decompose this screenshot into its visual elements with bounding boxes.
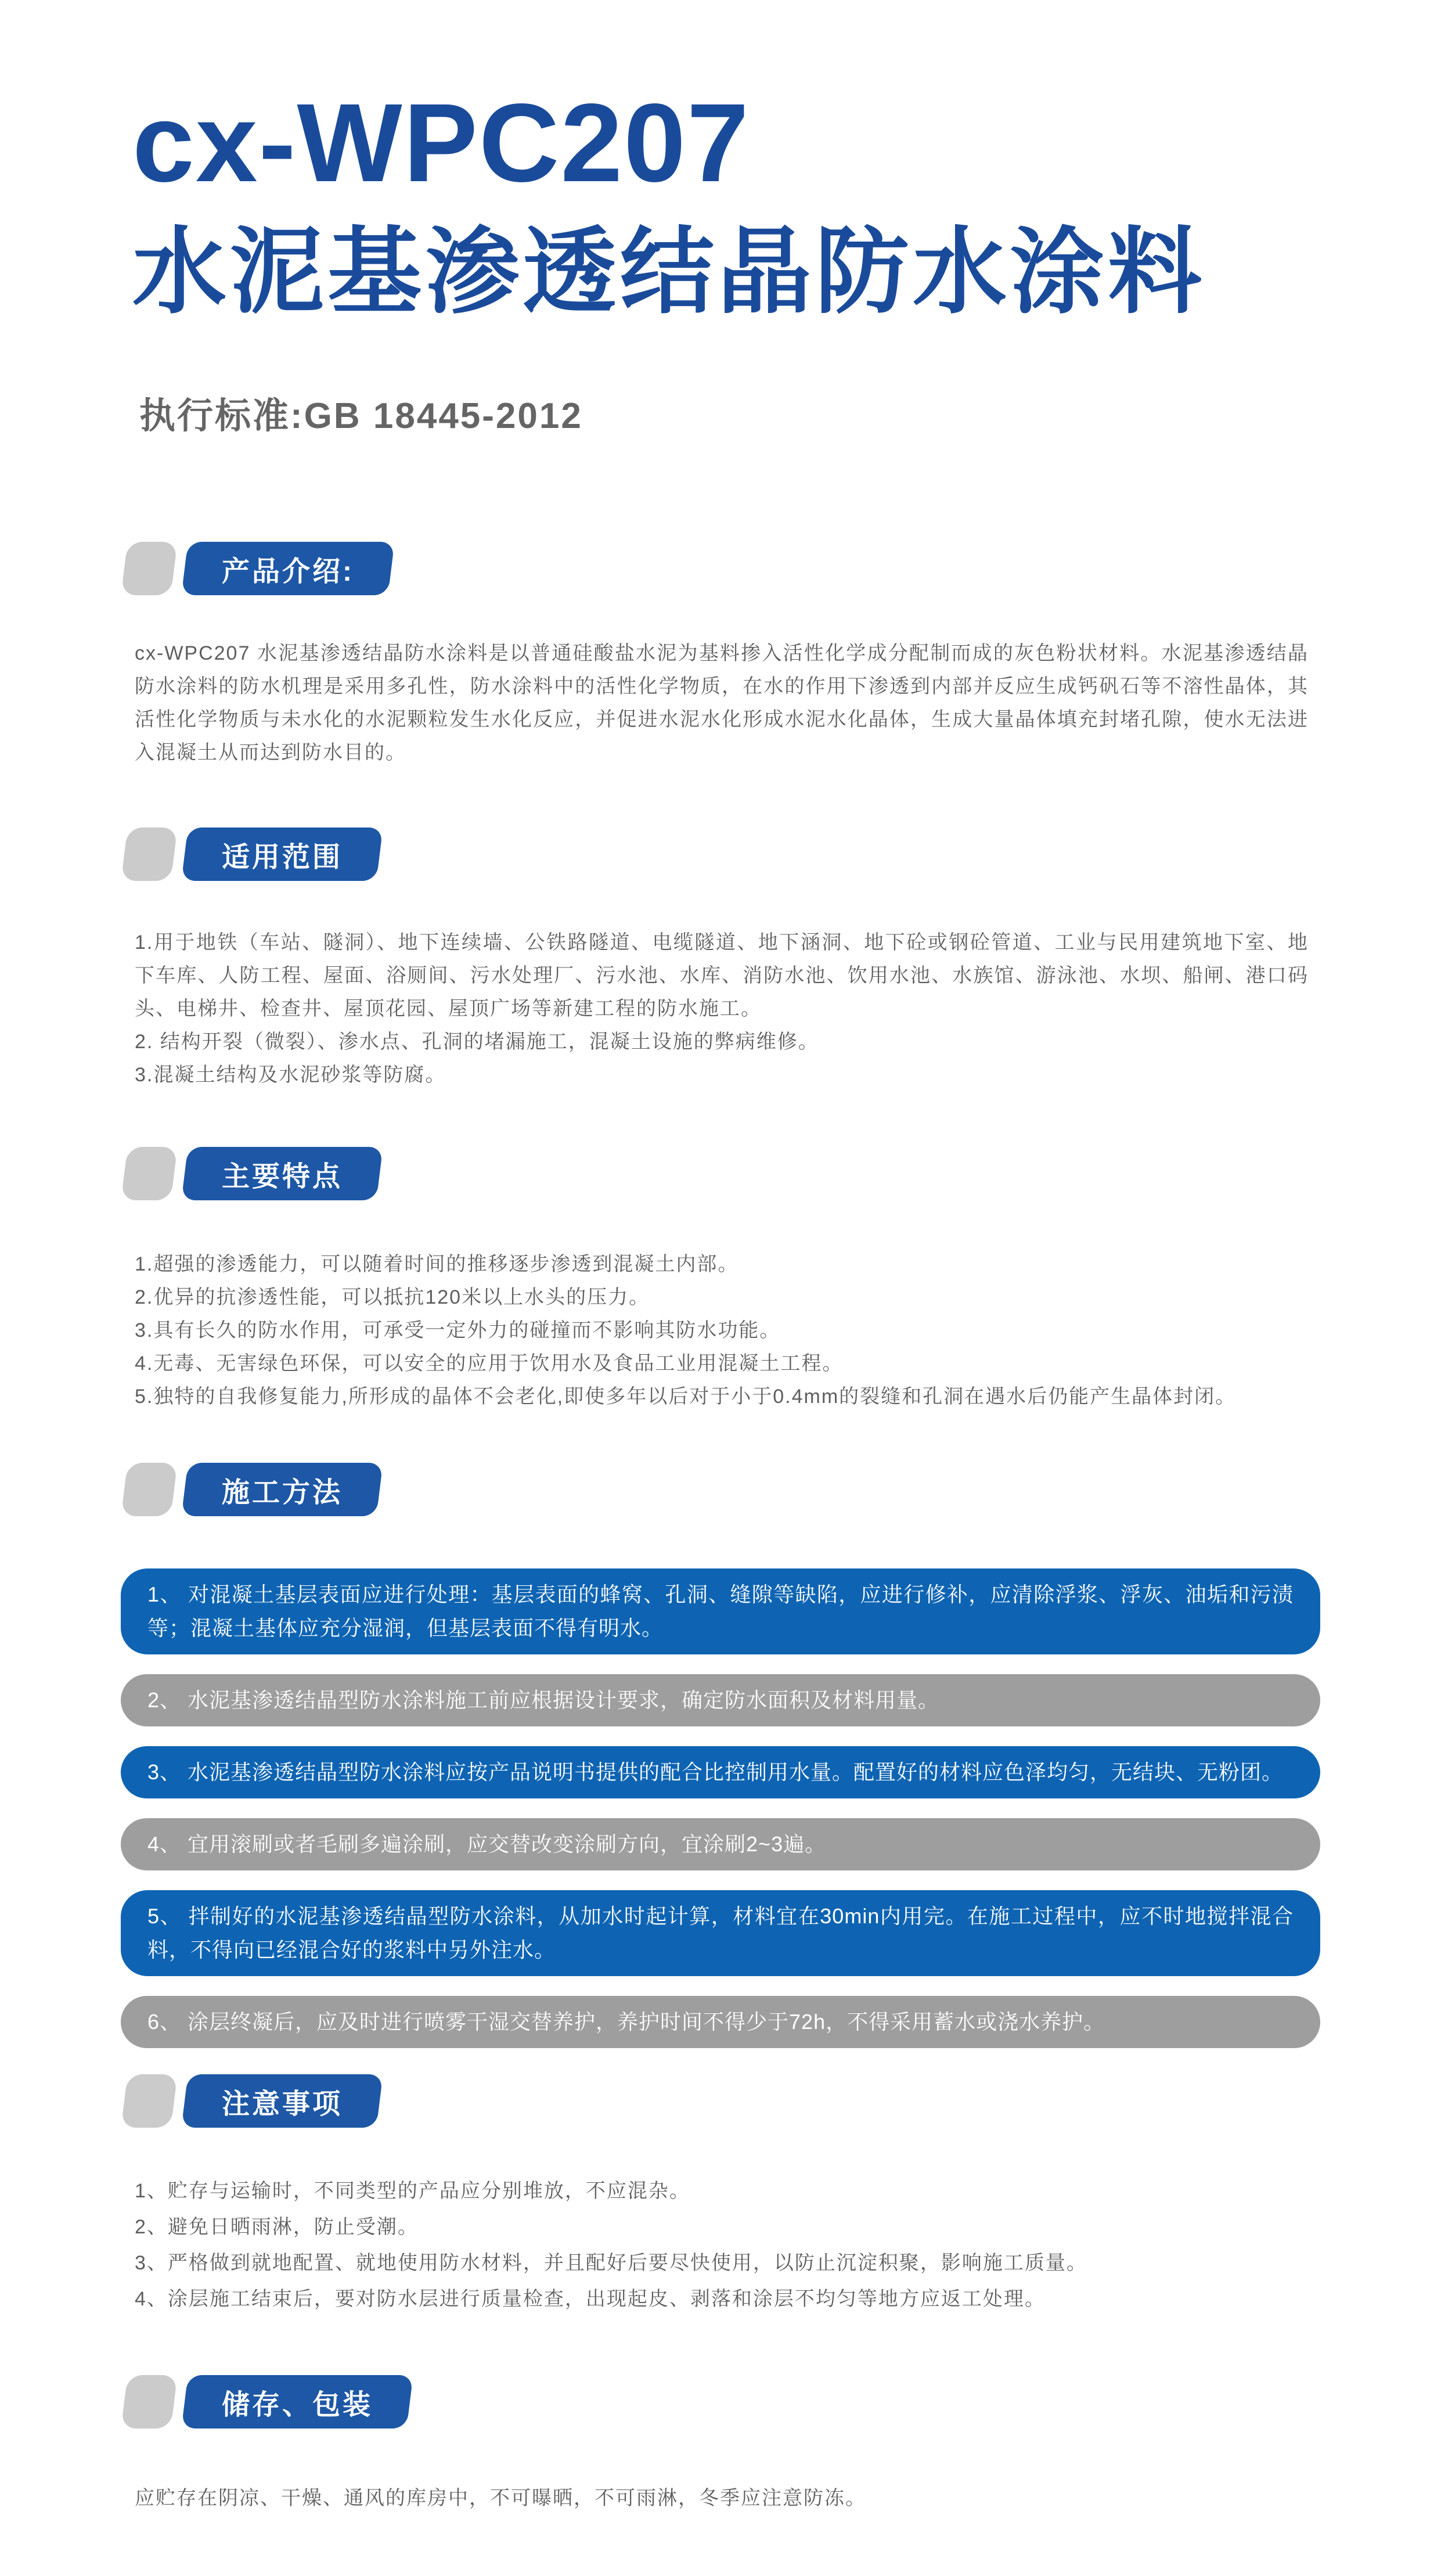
list-item: 1.用于地铁（车站、隧洞）、地下连续墙、公铁路隧道、电缆隧道、地下涵洞、地下砼或钢砼管道、工业与民用建筑地下室、地下车库、人防工程、屋面、浴厕间、污水处理厂、污水池、水库、消防水池、饮用水池、水族馆、游泳池、水坝、船闸、港口码头、电梯井、检查井、屋顶花园、屋顶广场等新建工程的防水施工。 [135,931,1309,1020]
method-step-2: 2、 水泥基渗透结晶型防水涂料施工前应根据设计要求，确定防水面积及材料用量。 [121,1674,1320,1726]
tag-accent-pill [121,1463,177,1516]
section-title-scope: 适用范围 [222,841,343,873]
method-step-6: 6、 涂层终凝后，应及时进行喷雾干湿交替养护，养护时间不得少于72h，不得采用蓄水或浇水养护。 [121,1996,1320,2048]
method-steps [0,1568,1441,2048]
standard-line: 执行标准:GB 18445-2012 [139,396,583,437]
list-item: 3.混凝土结构及水泥砂浆等防腐。 [135,1064,446,1086]
method-step-1: 1、 对混凝土基层表面应进行处理：基层表面的蜂窝、孔洞、缝隙等缺陷，应进行修补，应清除浮浆、浮灰、油垢和污渍等；混凝土基体应充分湿润，但基层表面不得有明水。 [121,1568,1320,1654]
tag-accent-pill [121,542,177,595]
tag-notes-body [181,2074,383,2128]
list-item: 4.无毒、无害绿色环保，可以安全的应用于饮用水及食品工业用混凝土工程。 [135,1352,844,1375]
tag-accent-pill [121,2074,177,2128]
list-item: 5.独特的自我修复能力,所形成的晶体不会老化,即使多年以后对于小于0.4mm的裂缝和孔洞在遇水后仍能产生晶体封闭。 [135,1386,1237,1408]
section-title-notes: 注意事项 [222,2088,343,2120]
list-item: 2. 结构开裂（微裂）、渗水点、孔洞的堵漏施工，混凝土设施的弊病维修。 [135,1031,819,1053]
section-tag-notes [124,2074,1441,2128]
section-title-method: 施工方法 [222,1477,343,1508]
tag-method-body [181,1463,383,1516]
list-item: 2.优异的抗渗透性能，可以抵抗120米以上水头的压力。 [135,1286,650,1309]
list-item: 1.超强的渗透能力，可以随着时间的推移逐步渗透到混凝土内部。 [135,1253,739,1276]
list-item: 1、贮存与运输时，不同类型的产品应分别堆放，不应混杂。 [135,2180,690,2203]
list-item: 3、严格做到就地配置、就地使用防水材料，并且配好后要尽快使用，以防止沉淀积聚，影响施工质量。 [135,2252,1087,2275]
method-step-3: 3、 水泥基渗透结晶型防水涂料应按产品说明书提供的配合比控制用水量。配置好的材料应色泽均匀，无结块、无粉团。 [121,1746,1320,1798]
tag-accent-pill [121,2375,177,2429]
tag-accent-pill [121,1147,177,1200]
tag-features-body [181,1147,383,1200]
tag-accent-pill [121,828,177,881]
section-tag-storage [124,2375,1441,2429]
list-item: 2、避免日晒雨淋，防止受潮。 [135,2216,419,2239]
section-tag-features [124,1147,1441,1200]
section-tag-intro [124,542,1441,595]
section-tag-method [124,1463,1441,1516]
notes-list [135,2173,1309,2317]
scope-list [135,926,1309,1092]
section-title-storage: 储存、包装 [222,2389,373,2420]
product-name-title: 水泥基渗透结晶防水涂料 [132,220,1205,325]
storage-text: 应贮存在阴凉、干燥、通风的库房中，不可曝晒，不可雨淋，冬季应注意防冻。 [135,2487,866,2510]
intro-text: cx-WPC207 水泥基渗透结晶防水涂料是以普通硅酸盐水泥为基料掺入活性化学成分配制而成的灰色粉状材料。水泥基渗透结晶防水涂料的防水机理是采用多孔性，防水涂料中的活性化学物质，在水的作用下渗透到内部并反应生成钙矾石等不溶性晶体，其活性化学物质与未水化的水泥颗粒发生水化反应，并促进水泥水化形成水泥水化晶体，生成大量晶体填充封堵孔隙，使水无法进入混凝土从而达到防水目的。 [135,642,1309,764]
intro-paragraph [135,637,1309,769]
features-list [135,1248,1309,1413]
product-code-title: cx-WPC207 [132,80,750,205]
section-tag-scope [124,828,1441,881]
section-title-features: 主要特点 [222,1161,343,1192]
storage-paragraph [135,2482,1309,2515]
tag-storage-body [181,2375,413,2429]
method-step-5: 5、 拌制好的水泥基渗透结晶型防水涂料，从加水时起计算，材料宜在30min内用完。在施工过程中，应不时地搅拌混合料，不得向已经混合好的浆料中另外注水。 [121,1890,1320,1976]
list-item: 3.具有长久的防水作用，可承受一定外力的碰撞而不影响其防水功能。 [135,1319,781,1342]
tag-intro-body [181,542,394,595]
list-item: 4、涂层施工结束后，要对防水层进行质量检查，出现起皮、剥落和涂层不均匀等地方应返工处理。 [135,2288,1046,2311]
method-step-4: 4、 宜用滚刷或者毛刷多遍涂刷，应交替改变涂刷方向，宜涂刷2~3遍。 [121,1818,1320,1870]
section-title-intro: 产品介绍: [222,556,354,587]
tag-scope-body [181,828,383,881]
